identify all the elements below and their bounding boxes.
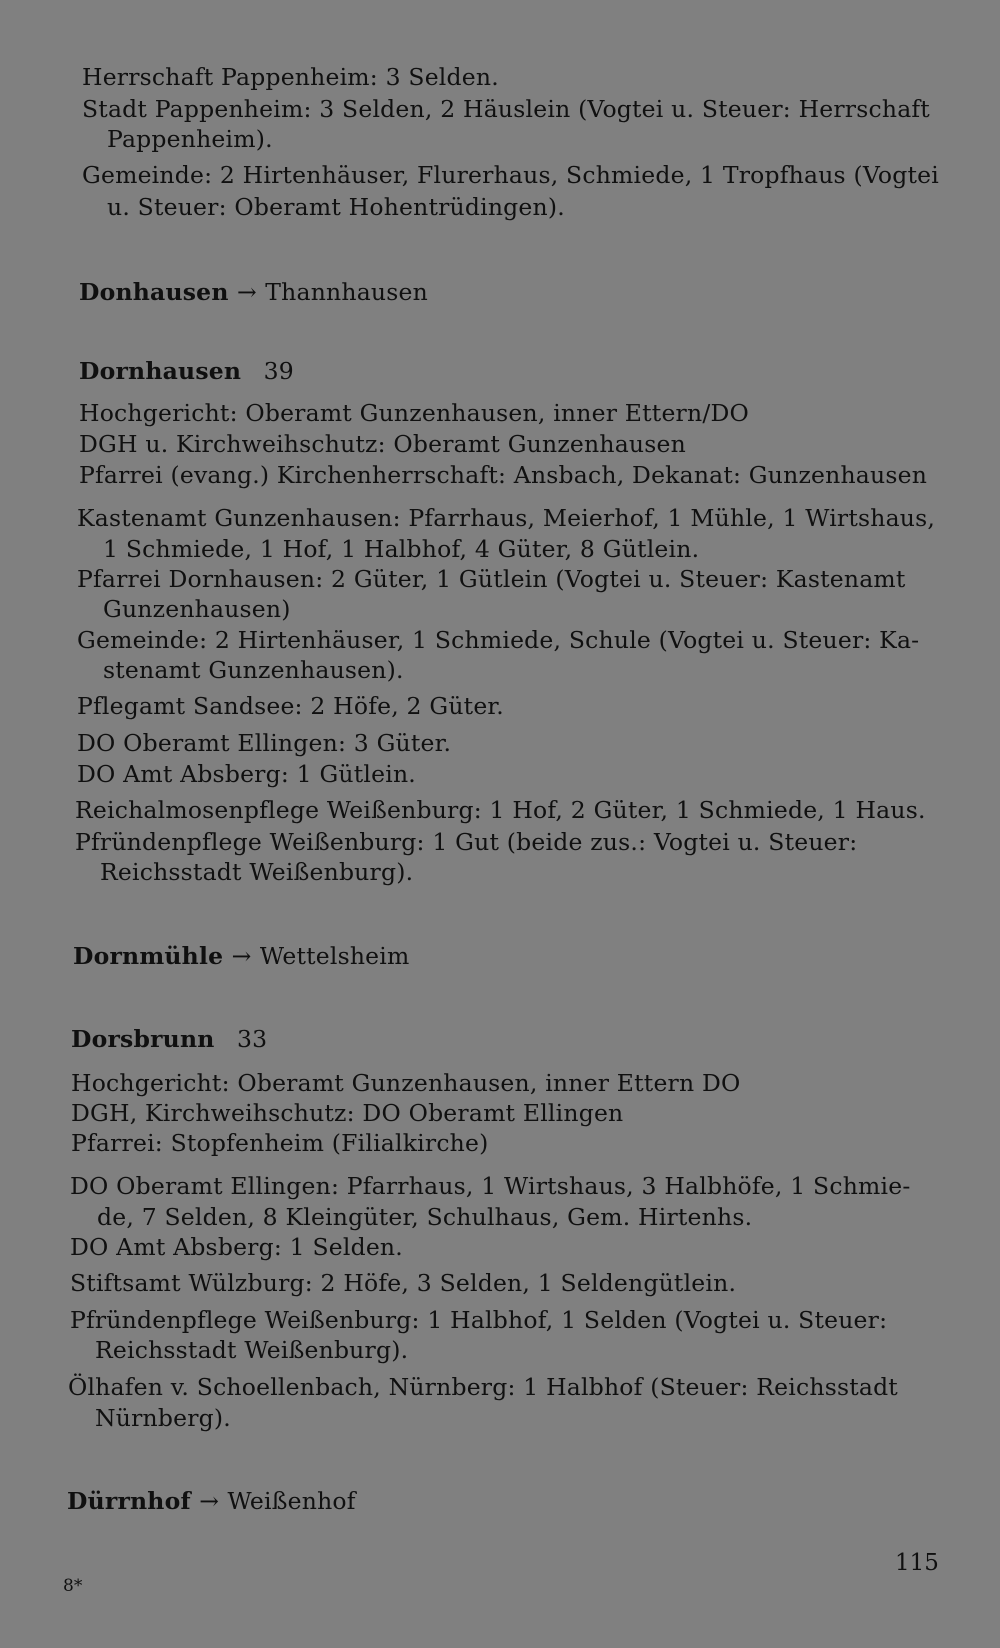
text-line: DO Oberamt Ellingen: 3 Güter. [77,729,452,757]
text-line: u. Steuer: Oberamt Hohentrüdingen). [107,193,565,221]
text-line: DO Amt Absberg: 1 Selden. [70,1233,403,1261]
text-line: Pfarrei Dornhausen: 2 Güter, 1 Gütlein (Vogtei u. Steuer: Kastenamt [77,565,906,593]
text-line: DGH, Kirchweihschutz: DO Oberamt Ellingen [71,1099,624,1127]
entry-name: Donhausen [79,278,229,306]
entry-heading-duerrnhof [67,1486,356,1516]
arrow-icon: → [231,942,252,970]
entry-heading-dorsbrunn [71,1024,267,1054]
text-line: Pfründenpflege Weißenburg: 1 Halbhof, 1 Selden (Vogtei u. Steuer: [70,1306,888,1334]
entry-name: Dorsbrunn [71,1025,215,1053]
text-line: Stadt Pappenheim: 3 Selden, 2 Häuslein (Vogtei u. Steuer: Herrschaft [82,95,930,123]
text-line: DGH u. Kirchweihschutz: Oberamt Gunzenhausen [79,430,686,458]
text-line: Reichsstadt Weißenburg). [100,858,414,886]
text-line: Pfründenpflege Weißenburg: 1 Gut (beide zus.: Vogtei u. Steuer: [75,828,858,856]
text-line: de, 7 Selden, 8 Kleingüter, Schulhaus, Gem. Hirtenhs. [97,1203,753,1231]
entry-heading-dornmuehle [73,941,409,971]
cross-reference: Weißenhof [227,1487,356,1515]
entry-name: Dornmühle [73,942,224,970]
text-line: Gemeinde: 2 Hirtenhäuser, 1 Schmiede, Schule (Vogtei u. Steuer: Ka- [77,626,920,654]
text-line: Hochgericht: Oberamt Gunzenhausen, inner Ettern/DO [79,399,749,427]
text-line: DO Amt Absberg: 1 Gütlein. [77,760,416,788]
cross-reference: Wettelsheim [259,942,410,970]
text-line: stenamt Gunzenhausen). [103,656,404,684]
arrow-icon: → [199,1487,220,1515]
text-line: Gunzenhausen) [103,595,291,623]
text-line: DO Oberamt Ellingen: Pfarrhaus, 1 Wirtshaus, 3 Halbhöfe, 1 Schmie- [70,1172,911,1200]
text-line: Reichsstadt Weißenburg). [95,1336,409,1364]
entry-number: 39 [263,357,294,385]
cross-reference: Thannhausen [265,278,428,306]
text-line: Pfarrei (evang.) Kirchenherrschaft: Ansbach, Dekanat: Gunzenhausen [79,461,928,489]
text-line: Ölhafen v. Schoellenbach, Nürnberg: 1 Halbhof (Steuer: Reichsstadt [68,1373,898,1401]
text-line: Pflegamt Sandsee: 2 Höfe, 2 Güter. [77,692,504,720]
entry-name: Dornhausen [79,357,242,385]
text-line: Reichalmosenpflege Weißenburg: 1 Hof, 2 Güter, 1 Schmiede, 1 Haus. [75,796,926,824]
text-line: Kastenamt Gunzenhausen: Pfarrhaus, Meierhof, 1 Mühle, 1 Wirtshaus, [77,504,936,532]
page-number: 115 [895,1550,939,1576]
text-line: Pfarrei: Stopfenheim (Filialkirche) [71,1129,489,1157]
entry-heading-dornhausen [79,356,294,386]
text-line: Herrschaft Pappenheim: 3 Selden. [82,63,499,91]
signature-mark: 8* [63,1576,83,1596]
text-line: 1 Schmiede, 1 Hof, 1 Halbhof, 4 Güter, 8 Gütlein. [103,535,700,563]
entry-heading-donhausen [79,277,428,307]
text-line: Pappenheim). [107,125,273,153]
text-line: Gemeinde: 2 Hirtenhäuser, Flurerhaus, Schmiede, 1 Tropfhaus (Vogtei [82,161,939,189]
entry-number: 33 [236,1025,268,1053]
arrow-icon: → [237,278,257,306]
text-line: Hochgericht: Oberamt Gunzenhausen, inner Ettern DO [71,1069,741,1097]
text-line: Stiftsamt Wülzburg: 2 Höfe, 3 Selden, 1 Seldengütlein. [70,1269,737,1297]
entry-name: Dürrnhof [67,1487,191,1515]
text-line: Nürnberg). [95,1404,231,1432]
